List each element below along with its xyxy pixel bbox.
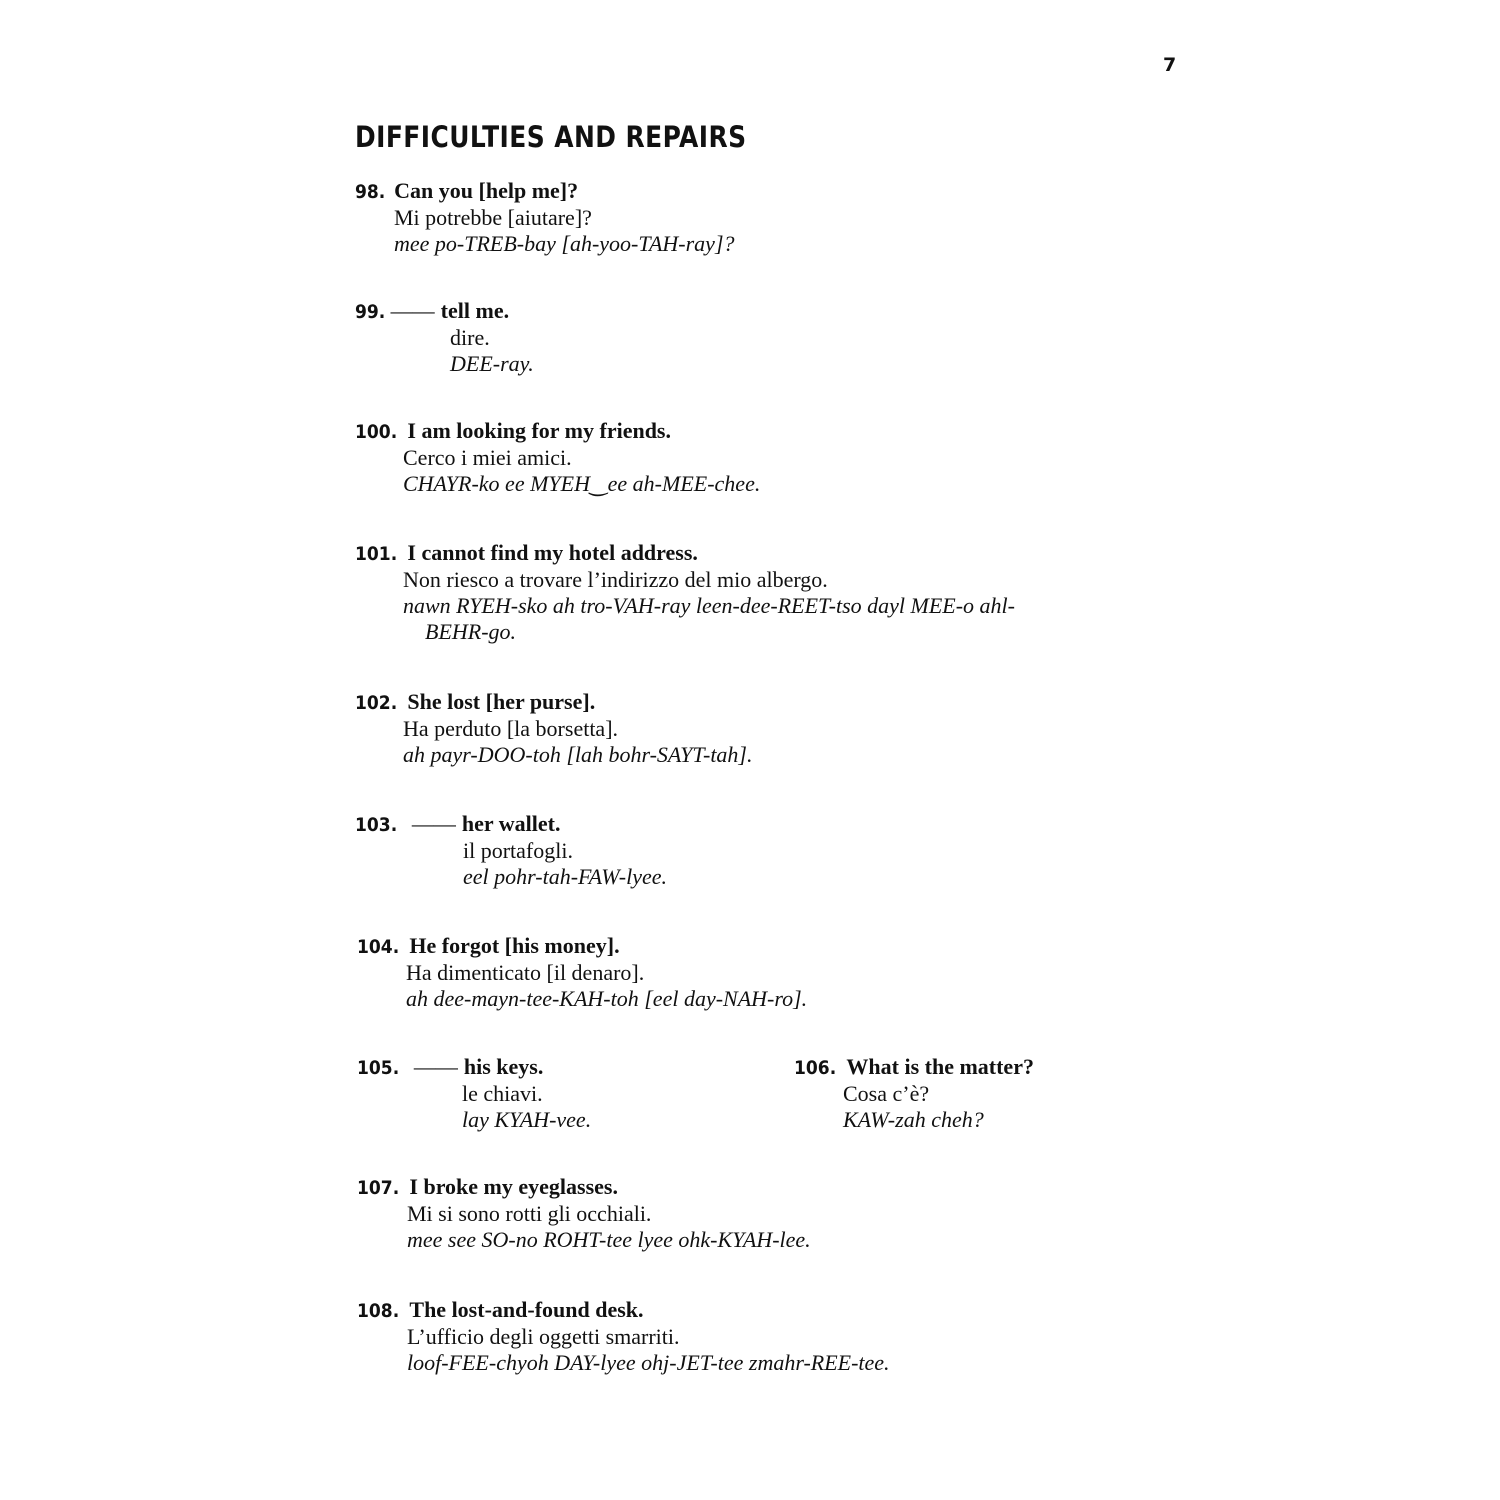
page-number: 7: [1163, 54, 1177, 76]
phrase-entry: [355, 178, 735, 257]
english-phrase: I am looking for my friends.: [407, 418, 671, 443]
english-phrase: I broke my eyeglasses.: [409, 1174, 618, 1199]
english-phrase: What is the matter?: [846, 1054, 1034, 1079]
pronunciation: KAW-zah cheh?: [843, 1107, 984, 1132]
phrase-entry: [357, 933, 807, 1012]
phrase-entry: [355, 298, 534, 377]
italian-translation: L’ufficio degli oggetti smarriti.: [407, 1324, 680, 1349]
pronunciation: ah dee-mayn-tee-KAH-toh [eel day-NAH-ro].: [406, 986, 808, 1011]
pronunciation: DEE-ray.: [450, 351, 534, 376]
entry-number: 105.: [357, 1057, 400, 1079]
entry-number: 98.: [355, 181, 386, 203]
italian-translation: Mi potrebbe [aiutare]?: [394, 205, 592, 230]
english-phrase: The lost-and-found desk.: [409, 1297, 644, 1322]
english-phrase: She lost [her purse].: [407, 689, 596, 714]
italian-translation: Ha perduto [la borsetta].: [403, 716, 619, 741]
phrase-entry: [357, 1054, 591, 1133]
pronunciation-continued: BEHR-go.: [425, 619, 517, 644]
english-phrase: Can you [help me]?: [394, 178, 579, 203]
pronunciation: nawn RYEH-sko ah tro-VAH-ray leen-dee-REET-tso dayl MEE-o ahl-: [403, 593, 1015, 618]
entry-number: 99.: [355, 301, 386, 323]
italian-translation: Ha dimenticato [il denaro].: [406, 960, 645, 985]
repeat-dash: ——: [390, 298, 435, 323]
entry-number: 108.: [357, 1300, 400, 1322]
repeat-dash: ——: [413, 1054, 458, 1079]
pronunciation: eel pohr-tah-FAW-lyee.: [463, 864, 667, 889]
pronunciation: ah payr-DOO-toh [lah bohr-SAYT-tah].: [403, 742, 753, 767]
pronunciation: lay KYAH-vee.: [462, 1107, 592, 1132]
section-heading: DIFFICULTIES AND REPAIRS: [355, 120, 747, 154]
pronunciation: CHAYR-ko ee MYEH‿ee ah-MEE-chee.: [403, 471, 761, 496]
phrase-entry: [355, 689, 753, 768]
entry-number: 106.: [794, 1057, 837, 1079]
italian-translation: Mi si sono rotti gli occhiali.: [407, 1201, 652, 1226]
italian-translation: le chiavi.: [462, 1081, 543, 1106]
entry-number: 103.: [355, 814, 398, 836]
italian-translation: Non riesco a trovare l’indirizzo del mio albergo.: [403, 567, 828, 592]
english-phrase: tell me.: [440, 298, 510, 323]
entry-number: 101.: [355, 543, 398, 565]
phrase-entry: [355, 811, 667, 890]
entry-number: 100.: [355, 421, 398, 443]
repeat-dash: ——: [411, 811, 456, 836]
phrase-entry: [355, 540, 1015, 645]
phrase-entry: [355, 418, 760, 497]
phrase-entry: [357, 1174, 811, 1253]
english-phrase: his keys.: [463, 1054, 544, 1079]
phrase-entry: [794, 1054, 1034, 1133]
english-phrase: He forgot [his money].: [409, 933, 620, 958]
phrase-entry: [357, 1297, 890, 1376]
pronunciation: mee see SO-no ROHT-tee lyee ohk-KYAH-lee.: [407, 1227, 811, 1252]
entry-number: 104.: [357, 936, 400, 958]
pronunciation: mee po-TREB-bay [ah-yoo-TAH-ray]?: [394, 231, 735, 256]
italian-translation: il portafogli.: [463, 838, 573, 863]
pronunciation: loof-FEE-chyoh DAY-lyee ohj-JET-tee zmahr-REE-tee.: [407, 1350, 890, 1375]
italian-translation: Cerco i miei amici.: [403, 445, 572, 470]
english-phrase: her wallet.: [461, 811, 561, 836]
entry-number: 107.: [357, 1177, 400, 1199]
english-phrase: I cannot find my hotel address.: [407, 540, 698, 565]
italian-translation: Cosa c’è?: [843, 1081, 930, 1106]
entry-number: 102.: [355, 692, 398, 714]
italian-translation: dire.: [450, 325, 490, 350]
